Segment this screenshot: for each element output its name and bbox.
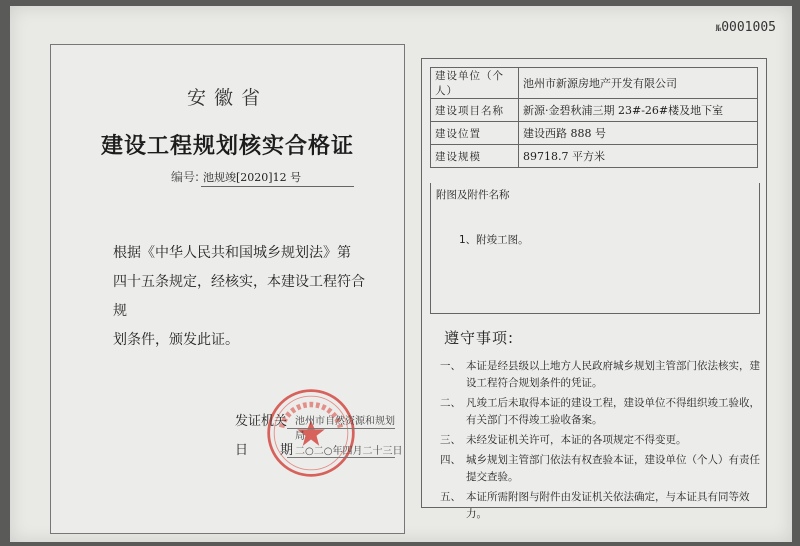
serial-value: 0001005 [721,20,776,35]
row-value: 建设西路 888 号 [519,122,758,145]
table-row [431,145,758,168]
table-row [431,122,758,145]
notice-text: 凡竣工后未取得本证的建设工程，建设单位不得组织竣工验收，有关部门不得竣工验收备案。 [466,397,760,426]
province-name: 安徽省 [186,87,268,109]
row-value: 池州市新源房地产开发有限公司 [519,68,758,99]
notice-item [440,489,760,523]
number-value: 池规竣[2020]12 号 [203,171,302,184]
row-label: 建设项目名称 [431,99,519,122]
notice-text: 本证所需附图与附件由发证机关依法确定，与本证具有同等效力。 [466,491,750,520]
table-row [431,99,758,122]
table-row [431,68,758,99]
body-line: 根据《中华人民共和国城乡规划法》第 [113,245,351,261]
row-value: 89718.7 平方米 [519,145,758,168]
attachments-box [430,183,760,314]
serial-prefix: № [715,24,722,34]
date-underline [287,457,395,458]
certificate-body [113,239,375,355]
certificate-number-row [171,167,354,187]
attachments-title: 附图及附件名称 [436,189,510,201]
notice-number: 二、 [440,397,461,409]
attachment-item: 1、附竣工图。 [459,234,529,246]
notice-item [440,452,760,486]
row-label: 建设规模 [431,145,519,168]
notice-item [440,432,760,449]
notice-number: 五、 [440,491,461,503]
issuer-value: 池州市自然资源和规划局 [295,416,395,442]
notice-number: 一、 [440,360,461,372]
issuer-label: 发证机关 [235,414,288,429]
row-label: 建设位置 [431,122,519,145]
right-panel [421,58,767,520]
left-panel [50,44,405,534]
notice-text: 本证是经县级以上地方人民政府城乡规划主管部门依法核实，建设工程符合规划条件的凭证。 [466,360,760,389]
certificate-sheet [10,6,792,542]
notice-number: 三、 [440,434,461,446]
row-label: 建设单位（个人） [431,68,519,99]
notice-list [440,358,760,526]
row-value: 新源·金碧秋浦三期 23#-26#楼及地下室 [519,99,758,122]
notice-item [440,358,760,392]
notice-text: 城乡规划主管部门依法有权查验本证，建设单位（个人）有责任提交查验。 [466,454,760,483]
notice-title: 遵守事项: [444,329,515,347]
body-line: 四十五条规定，经核实，本建设工程符合规 [113,274,365,319]
project-info-table [430,67,758,168]
notice-item [440,395,760,429]
date-label: 日期 [235,443,326,458]
body-line: 划条件，颁发此证。 [113,332,239,348]
serial-number [716,20,776,35]
certificate-title: 建设工程规划核实合格证 [100,134,354,159]
notice-number: 四、 [440,454,461,466]
number-label: 编号: [171,170,200,184]
notice-text: 未经发证机关许可，本证的各项规定不得变更。 [466,434,687,446]
date-value: 二○二○年四月二十三日 [295,446,403,457]
